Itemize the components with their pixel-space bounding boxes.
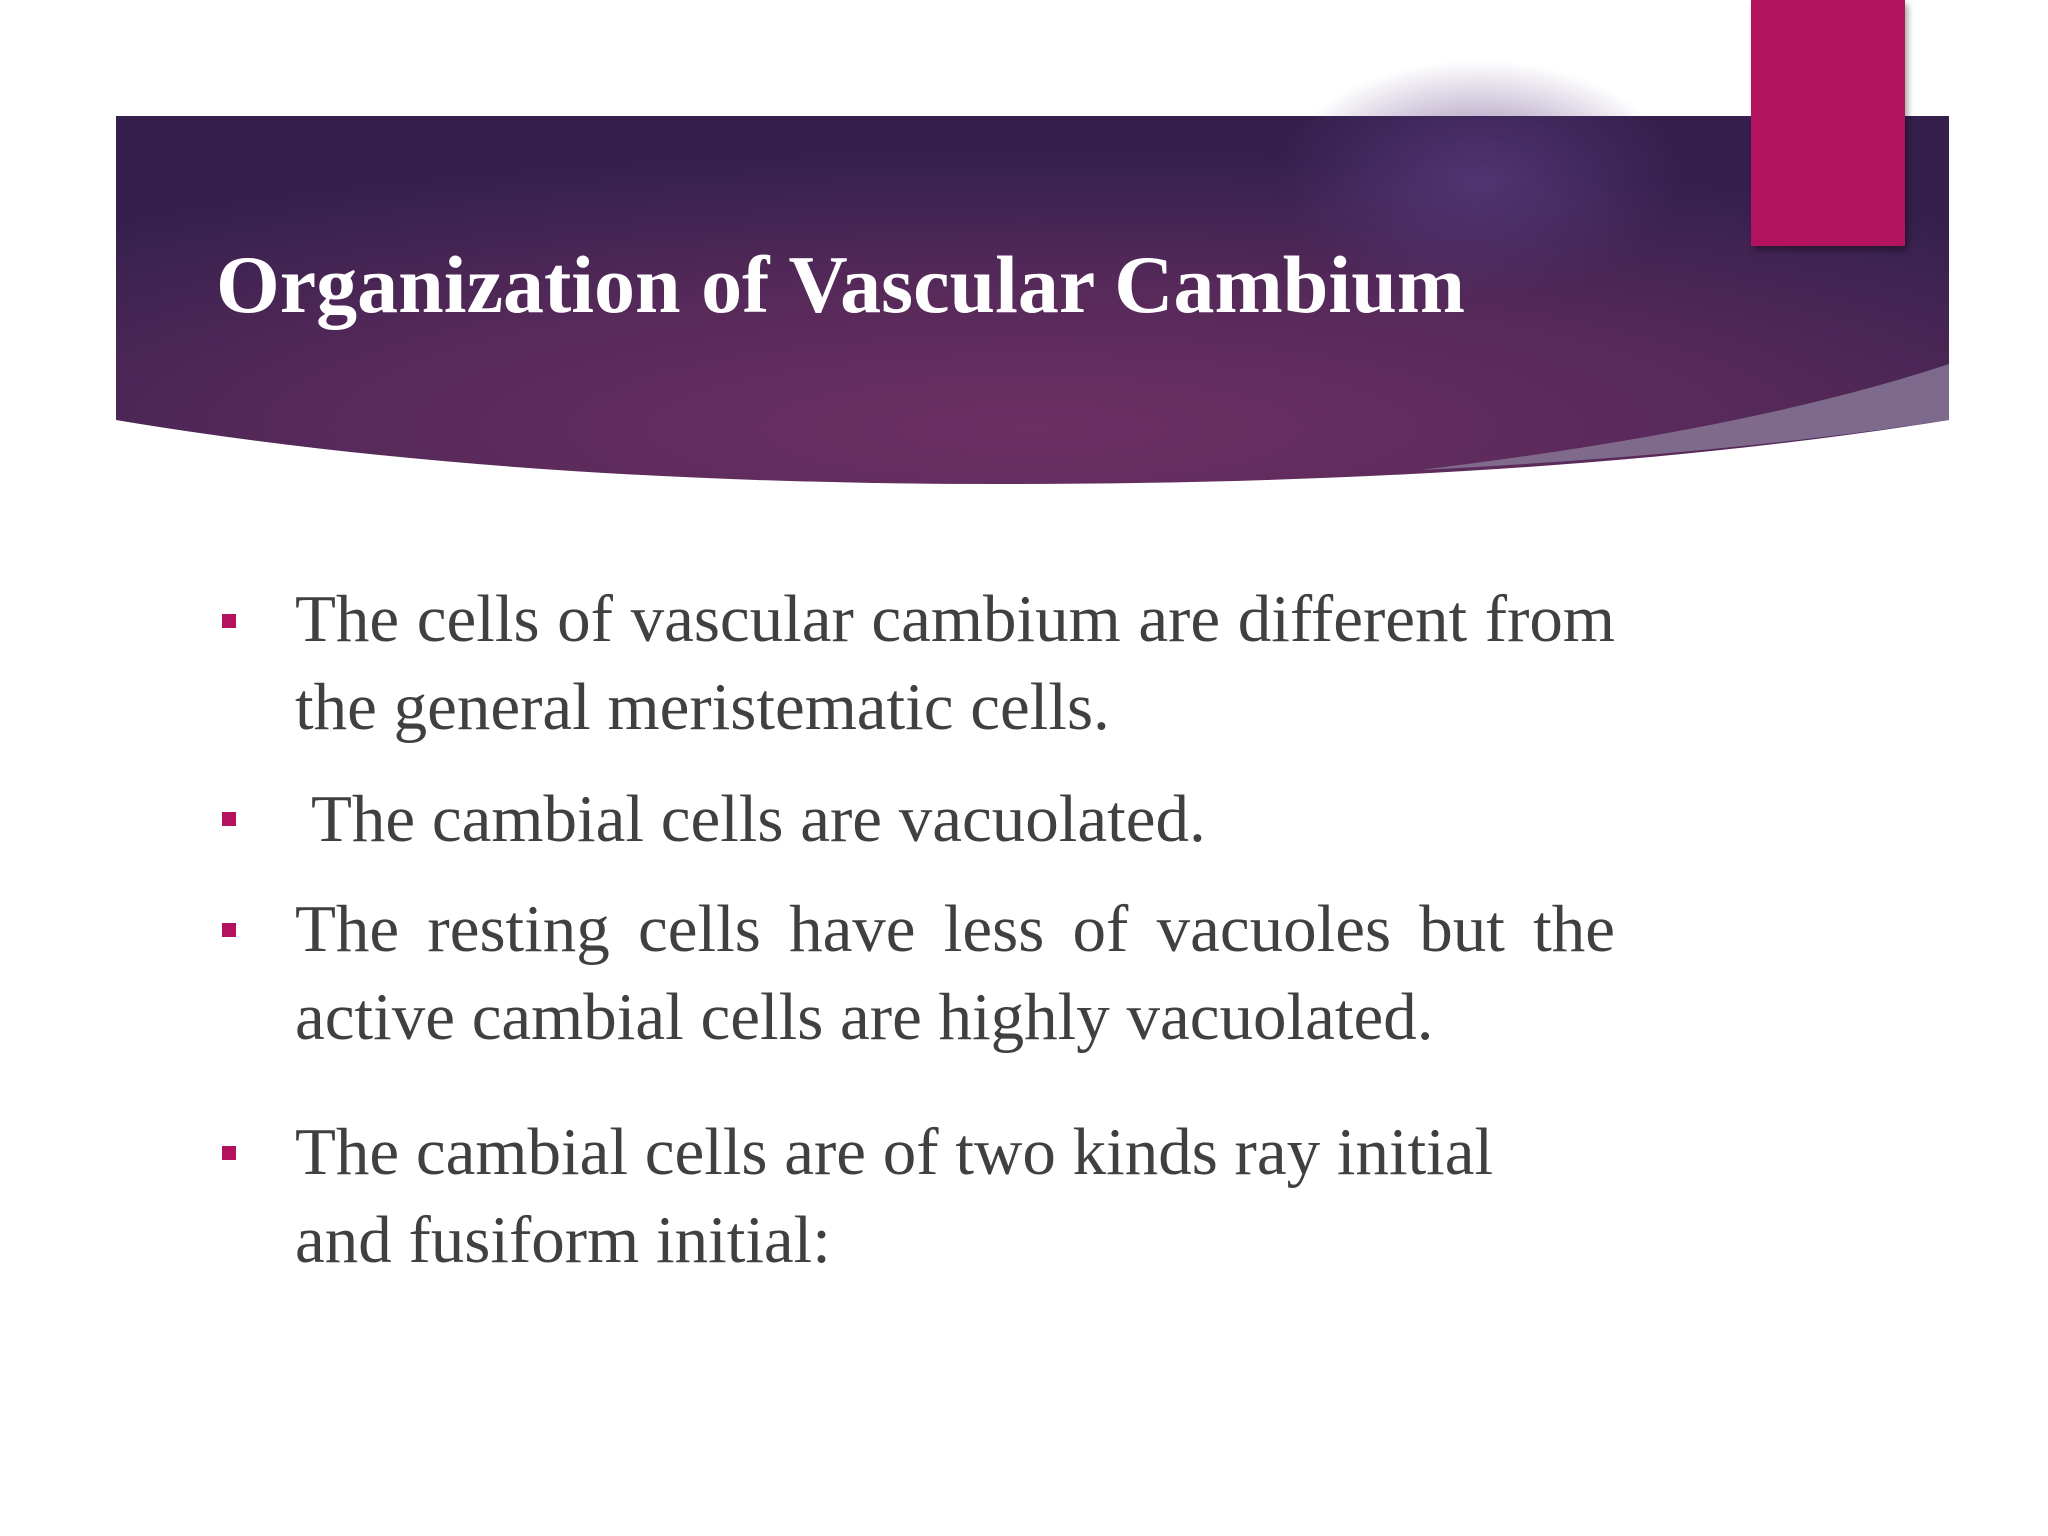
accent-tab <box>1751 0 1905 246</box>
bullet-text: The cambial cells are vacuolated. <box>311 782 1206 856</box>
bullet-text: The cambial cells are of two kinds ray initial and fusiform initial: <box>295 1115 1494 1277</box>
square-bullet-icon <box>222 1146 236 1160</box>
bullet-text: The cells of vascular cambium are different from the general meristematic cells. <box>295 582 1615 744</box>
square-bullet-icon <box>222 923 236 937</box>
square-bullet-icon <box>222 614 236 628</box>
square-bullet-icon <box>222 812 236 826</box>
slide-title: Organization of Vascular Cambium <box>216 239 1466 330</box>
bullet-text: The resting cells have less of vacuoles but the active cambial cells are highly vacuolated. <box>295 892 1615 1054</box>
